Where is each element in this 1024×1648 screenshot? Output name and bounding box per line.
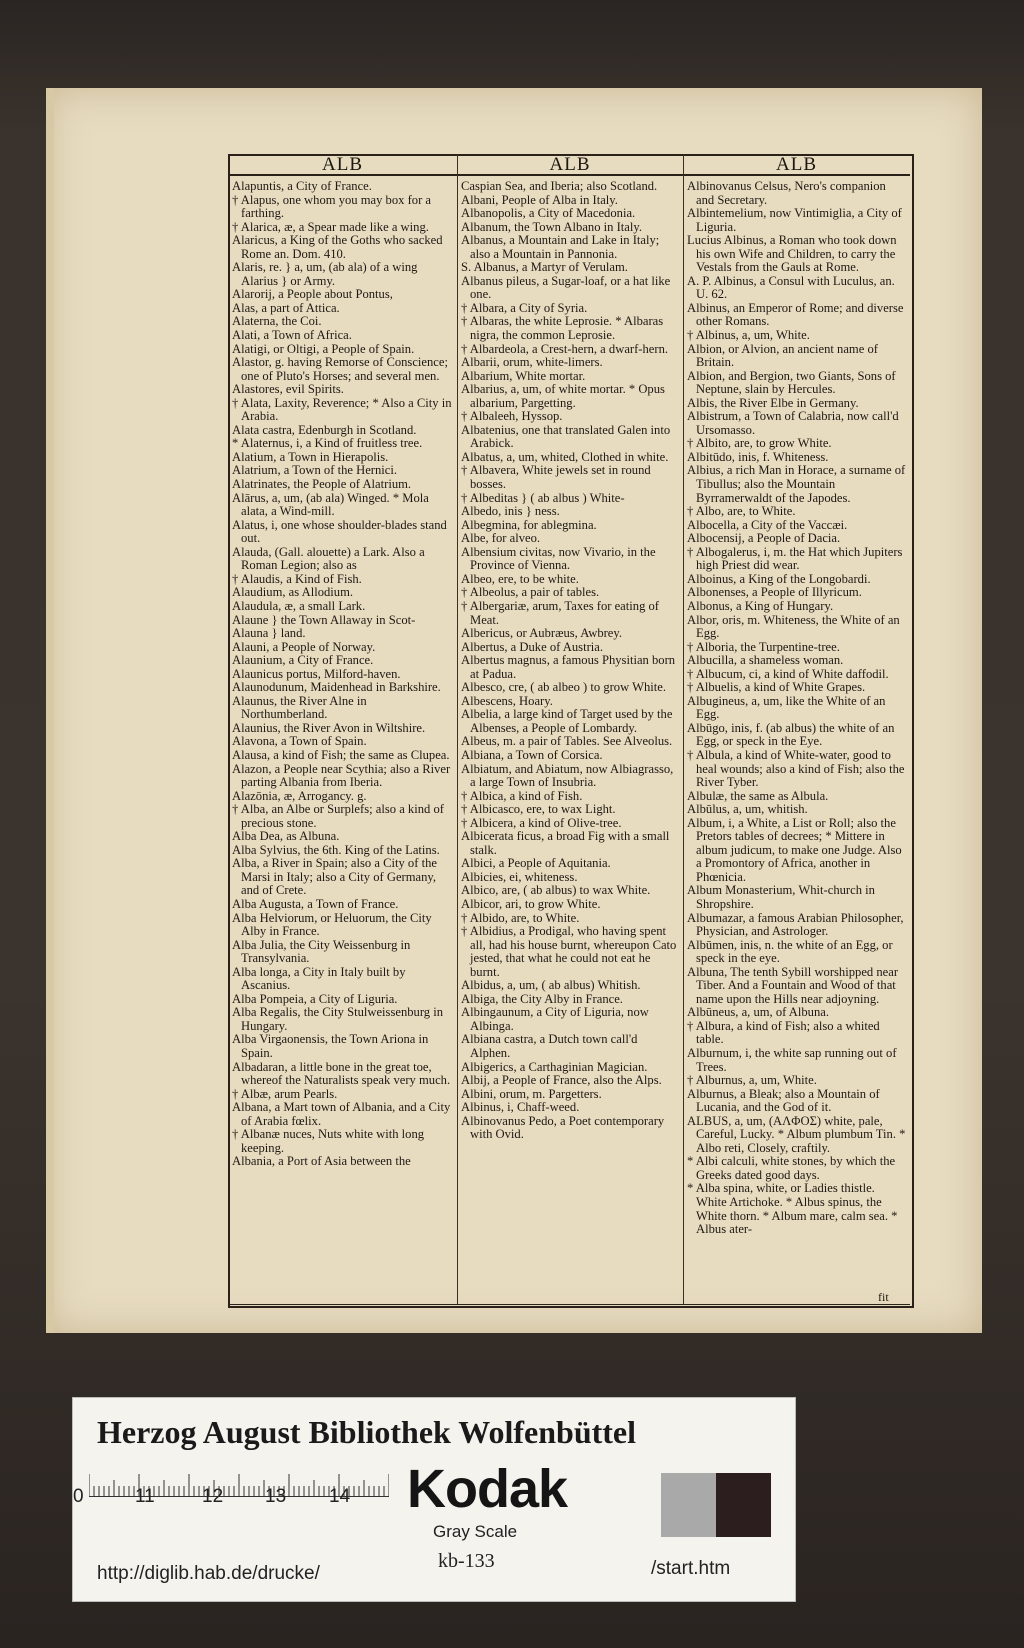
dictionary-entry: Albici, a People of Aquitania. (461, 856, 611, 871)
dictionary-entry: † Albuelis, a kind of White Grapes. (687, 680, 866, 695)
dictionary-entry: Alarorij, a People about Pontus, (232, 287, 393, 302)
dictionary-entry: Albumazar, a famous Arabian Philosopher, Physician, and Astrologer. (687, 910, 904, 939)
footer-rule (228, 1304, 910, 1307)
dictionary-entry: Albiana castra, a Dutch town call'd Alphen. (461, 1032, 638, 1060)
dictionary-entry: Albarium, White mortar. (461, 368, 586, 383)
dictionary-entry: Albinus, i, Chaff-weed. (461, 1100, 580, 1115)
dictionary-entry: Alatus, i, one whose shoulder-blades stand out. (232, 517, 447, 546)
dictionary-entry: Albūgo, inis, f. (ab albus) the white of an Egg, or speck in the Eye. (687, 720, 895, 749)
dictionary-entry: † Albo, are, to White. (687, 504, 796, 519)
dictionary-entry: Albis, the River Elbe in Germany. (687, 395, 859, 410)
dictionary-entry: Albadaran, a little bone in the great toe, whereof the Naturalists speak very much. (232, 1059, 451, 1088)
dictionary-entry: Alaunodunum, Maidenhead in Barkshire. (232, 680, 441, 695)
dictionary-entry: Alazon, a People near Scythia; also a River parting Albania from Iberia. (232, 761, 451, 790)
dictionary-entry: † Albaleeh, Hyssop. (461, 409, 563, 424)
shelf-code: kb-133 (438, 1550, 495, 1572)
ruler-numbers (73, 1486, 373, 1512)
dictionary-entry: Albini, orum, m. Pargetters. (461, 1086, 602, 1101)
dictionary-entry: † Alba, an Albe or Surplefs; also a kind of precious stone. (232, 802, 444, 830)
dictionary-entry: Albescens, Hoary. (461, 693, 553, 708)
dictionary-entry: Albarii, orum, white-limers. (461, 355, 603, 370)
dictionary-entry: Albanus, a Mountain and Lake in Italy; also a Mountain in Pannonia. (461, 233, 660, 261)
dictionary-entry: Albinus, an Emperor of Rome; and diverse other Romans. (687, 300, 904, 329)
dictionary-entry: Albesco, cre, ( ab albeo ) to grow White. (461, 680, 667, 695)
dictionary-entry: Alburnus, a Bleak; also a Mountain of Lucania, and the God of it. (687, 1086, 880, 1115)
dictionary-entry: Albegmina, for ablegmina. (461, 517, 597, 532)
dictionary-entry: Alba Helviorum, or Heluorum, the City Alby in France. (232, 910, 432, 939)
dictionary-entry: † Alata, Laxity, Reverence; * Also a City in Arabia. (232, 395, 452, 424)
dictionary-entry: † Albito, are, to grow White. (687, 436, 832, 451)
column-divider (683, 154, 684, 1304)
dictionary-entry: Alausa, a kind of Fish; the same as Clupea. (232, 747, 450, 762)
column-divider (457, 154, 458, 1304)
dictionary-entry: Alatium, a Town in Hierapolis. (232, 449, 389, 464)
dictionary-entry: Albūneus, a, um, of Albuna. (687, 1005, 830, 1020)
ruler-number: 13 (265, 1486, 287, 1507)
dictionary-entry: † Alarica, æ, a Spear made like a wing. (232, 219, 429, 234)
dictionary-entry: Alba Pompeia, a City of Liguria. (232, 991, 398, 1006)
dictionary-entry: Alazōnia, æ, Arrogancy. g. (232, 788, 367, 803)
dictionary-entry: Alaudula, æ, a small Lark. (232, 598, 366, 613)
dictionary-entry: Albius, a rich Man in Horace, a surname of Tibullus; also the Mountain Byrramerwaldt of the Japodes. (687, 463, 906, 505)
dictionary-entry: Albensium civitas, now Vivario, in the Province of Vienna. (461, 544, 656, 573)
dictionary-entry: Albani, People of Alba in Italy. (461, 192, 618, 207)
dictionary-entry: Alastor, g. having Remorse of Conscience; one of Pluto's Horses; and several men. (232, 355, 448, 383)
ruler-number: 14 (329, 1486, 351, 1507)
dictionary-entry: Albedo, inis } ness. (461, 504, 560, 519)
dictionary-entry: † Alaudis, a Kind of Fish. (232, 571, 362, 586)
catchword: fit (878, 1290, 889, 1304)
dictionary-entry: Alaune } the Town Allaway in Scot- (232, 612, 416, 627)
dictionary-entry: Albiga, the City Alby in France. (461, 991, 623, 1006)
dictionary-entry: Albuna, The tenth Sybill worshipped near Tiber. And a Fountain and Wood of that name upon the Hills near adjoyning. (687, 964, 899, 1006)
dictionary-entry: Albiatum, and Abiatum, now Albiagrasso, a large Town of Insubria. (461, 761, 674, 790)
page-edge (46, 88, 54, 1333)
dictionary-entry: Alaricus, a King of the Goths who sacked Rome an. Dom. 410. (232, 233, 443, 261)
dictionary-entry: Alati, a Town of Africa. (232, 328, 352, 343)
dictionary-entry: Albatenius, one that translated Galen into Arabick. (461, 422, 671, 451)
dictionary-entry: Albocella, a City of the Vaccæi. (687, 517, 848, 532)
dictionary-entry: † Albido, are, to White. (461, 910, 580, 925)
dictionary-entry: Albonenses, a People of Illyricum. (687, 585, 862, 600)
dictionary-entry: * Alaternus, i, a Kind of fruitless tree. (232, 436, 423, 451)
dictionary-entry: Albocensij, a People of Dacia. (687, 531, 841, 546)
dictionary-entry: † Albinus, a, um, White. (687, 328, 810, 343)
dictionary-entry: Albelia, a large kind of Target used by the Albenses, a People of Lombardy. (461, 707, 673, 735)
dictionary-entry: Albania, a Port of Asia between the (232, 1154, 411, 1169)
dictionary-entry: Alba Julia, the City Weissenburg in Transylvania. (232, 937, 411, 966)
target-card (72, 1397, 796, 1602)
gray-swatch (661, 1473, 716, 1537)
dictionary-entry: Alaunium, a City of France. (232, 653, 374, 668)
dictionary-entry: Albucilla, a shameless woman. (687, 653, 844, 668)
dictionary-entry: Alastores, evil Spirits. (232, 382, 344, 397)
dictionary-entry: Albingaunum, a City of Liguria, now Albinga. (461, 1005, 649, 1033)
dictionary-entry: Albericus, or Aubræus, Awbrey. (461, 626, 623, 641)
dictionary-entry: † Albeolus, a pair of tables. (461, 585, 600, 600)
dictionary-entry: Albinovanus Pedo, a Poet contemporary with Ovid. (461, 1113, 665, 1142)
start-page-link: /start.htm (651, 1558, 731, 1579)
dictionary-entry: Alārus, a, um, (ab ala) Winged. * Mola alata, a Wind-mill. (232, 490, 429, 519)
dictionary-entry: Alba Virgaonensis, the Town Ariona in Spain. (232, 1032, 429, 1060)
dictionary-entry: Alaunius, the River Avon in Wiltshire. (232, 720, 426, 735)
dictionary-column-3 (687, 180, 907, 1237)
running-head: ALB (776, 154, 817, 175)
ruler-number: 12 (202, 1486, 224, 1507)
dictionary-entry: Alaunicus portus, Milford-haven. (232, 666, 401, 681)
dictionary-entry: Albertus magnus, a famous Physitian born at Padua. (461, 653, 676, 681)
dictionary-entry: Albion, and Bergion, two Giants, Sons of Neptune, slain by Hercules. (687, 368, 896, 397)
dictionary-entry: Alatrinates, the People of Alatrium. (232, 477, 412, 492)
dictionary-entry: † Albanæ nuces, Nuts white with long keeping. (232, 1127, 425, 1155)
dictionary-entry: † Albeditas } ( ab albus ) White- (461, 490, 625, 505)
dictionary-entry: Albiana, a Town of Corsica. (461, 747, 603, 762)
dictionary-entry: Alba longa, a City in Italy built by Ascanius. (232, 964, 406, 993)
dictionary-entry: Alatigi, or Oltigi, a People of Spain. (232, 341, 415, 356)
dictionary-entry: Albanum, the Town Albano in Italy. (461, 219, 643, 234)
dictionary-entry: † Albogalerus, i, m. the Hat which Jupiters high Priest did wear. (687, 544, 903, 573)
dictionary-entry: † Albara, a City of Syria. (461, 300, 588, 315)
dictionary-entry: Alata castra, Edenburgh in Scotland. (232, 422, 417, 437)
dictionary-entry: † Albaras, the white Leprosie. * Albaras nigra, the common Leprosie. (461, 314, 664, 343)
dictionary-entry: Alaunus, the River Alne in Northumberland. (232, 693, 367, 722)
dictionary-entry: Albistrum, a Town of Calabria, now call'd Ursomasso. (687, 409, 899, 437)
running-head: ALB (549, 154, 591, 175)
dictionary-entry: S. Albanus, a Martyr of Verulam. (461, 260, 628, 275)
dictionary-entry: * Albi calculi, white stones, by which the Greeks dated good days. (687, 1154, 896, 1182)
dictionary-entry: A. P. Albinus, a Consul with Luculus, an. U. 62. (687, 273, 895, 302)
dictionary-entry: Album Monasterium, Whit-church in Shropshire. (687, 883, 875, 911)
dictionary-entry: Alba Augusta, a Town of France. (232, 896, 399, 911)
dictionary-entry: † Albavera, White jewels set in round bosses. (461, 463, 651, 492)
kodak-logo: Kodak (407, 1459, 568, 1519)
dictionary-column-2 (461, 180, 680, 1142)
dictionary-entry: † Alburnus, a, um, White. (687, 1073, 817, 1088)
dictionary-entry: Album, i, a White, a List or Roll; also the Pretors tables of decrees; * Mittere in album judicum, to make one Judge. Also a Promontory of Africa, another in Phœnicia. (687, 815, 902, 884)
dictionary-entry: Albulæ, the same as Albula. (687, 788, 829, 803)
dictionary-entry: Alba Dea, as Albuna. (232, 829, 340, 844)
dictionary-entry: Albanopolis, a City of Macedonia. (461, 206, 636, 221)
dictionary-entry: † Albica, a kind of Fish. (461, 788, 583, 803)
dictionary-entry: † Albergariæ, arum, Taxes for eating of Meat. (461, 598, 660, 627)
dark-swatch (716, 1473, 771, 1537)
gray-scale-label: Gray Scale (433, 1522, 518, 1541)
dictionary-entry: Alboinus, a King of the Longobardi. (687, 571, 871, 586)
dictionary-entry: Albatus, a, um, whited, Clothed in white. (461, 449, 669, 464)
dictionary-entry: Albūlus, a, um, whitish. (687, 802, 808, 817)
dictionary-entry: Alaris, re. } a, um, (ab ala) of a wing Alarius } or Army. (232, 260, 418, 288)
dictionary-entry: Albarius, a, um, of white mortar. * Opus albarium, Pargetting. (461, 382, 665, 410)
dictionary-entry: † Albidius, a Prodigal, who having spent all, had his house burnt, whereupon Cato jested, that what he could not eat he burnt. (461, 924, 677, 979)
dictionary-entry: Albitūdo, inis, f. Whiteness. (687, 449, 829, 464)
running-head: ALB (322, 154, 363, 175)
dictionary-entry: Albicerata ficus, a broad Fig with a small stalk. (461, 829, 670, 857)
dictionary-entry: † Albicera, a kind of Olive-tree. (461, 815, 622, 830)
dictionary-entry: Albigerics, a Carthaginian Magician. (461, 1059, 648, 1074)
dictionary-entry: Alba Regalis, the City Stulweissenburg in Hungary. (232, 1005, 444, 1033)
dictionary-entry: Albe, for alveo. (461, 531, 541, 546)
dictionary-entry: Alas, a part of Attica. (232, 300, 340, 315)
dictionary-entry: Caspian Sea, and Iberia; also Scotland. (461, 179, 658, 193)
dictionary-entry: Albicor, ari, to grow White. (461, 896, 601, 911)
ruler-number: 0 (73, 1486, 84, 1507)
dictionary-entry: Alba, a River in Spain; also a City of the Marsi in Italy; also a City of Germany, and of Crete. (232, 856, 437, 898)
library-name: Herzog August Bibliothek Wolfenbüttel (97, 1414, 637, 1450)
dictionary-entry: Albintemelium, now Vintimiglia, a City of Liguria. (687, 206, 902, 234)
dictionary-column-1 (232, 180, 454, 1169)
dictionary-entry: Albor, oris, m. Whiteness, the White of an Egg. (687, 612, 900, 641)
dictionary-entry: † Albæ, arum Pearls. (232, 1086, 338, 1101)
dictionary-entry: Alatrium, a Town of the Hernici. (232, 463, 398, 478)
ruler-number: 11 (135, 1486, 155, 1507)
dictionary-entry: Albonus, a King of Hungary. (687, 598, 834, 613)
dictionary-entry: Alaudium, as Allodium. (232, 585, 354, 600)
dictionary-entry: Alaterna, the Coi. (232, 314, 322, 329)
dictionary-entry: Alapuntis, a City of France. (232, 179, 372, 193)
dictionary-entry: Alauni, a People of Norway. (232, 639, 376, 654)
dictionary-entry: Alba Sylvius, the 6th. King of the Latins. (232, 842, 440, 857)
dictionary-entry: † Alboria, the Turpentine-tree. (687, 639, 840, 654)
dictionary-entry: Albertus, a Duke of Austria. (461, 639, 603, 654)
dictionary-entry: ALBUS, a, um, (ΑΛΦΟΣ) white, pale, Careful, Lucky. * Album plumbum Tin. * Albo reti, Closely, craftily. (687, 1113, 906, 1155)
dictionary-entry: † Alapus, one whom you may box for a farthing. (232, 192, 432, 221)
dictionary-entry: * Alba spina, white, or Ladies thistle. White Artichoke. * Albus spinus, the White thorn. * Album mare, calm sea. * Albus ater- (687, 1181, 898, 1237)
dictionary-entry: † Albicasco, ere, to wax Light. (461, 802, 616, 817)
dictionary-entry: Albūmen, inis, n. the white of an Egg, or speck in the eye. (687, 937, 893, 966)
dictionary-entry: Albugineus, a, um, like the White of an Egg. (687, 693, 886, 722)
dictionary-entry: † Albula, a kind of White-water, good to heal wounds; also a kind of Fish; also the River Tyber. (687, 747, 905, 790)
dictionary-entry: Alburnum, i, the white sap running out of Trees. (687, 1046, 897, 1074)
dictionary-entry: Albeus, m. a pair of Tables. See Alveolus. (461, 734, 673, 749)
dictionary-entry: Albion, or Alvion, an ancient name of Britain. (687, 341, 878, 370)
dictionary-entry: Albeo, ere, to be white. (461, 571, 579, 586)
dictionary-entry: † Albardeola, a Crest-hern, a dwarf-hern. (461, 341, 669, 356)
library-url: http://diglib.hab.de/drucke/ (97, 1563, 320, 1584)
dictionary-entry: Albinovanus Celsus, Nero's companion and Secretary. (687, 179, 886, 207)
dictionary-entry: Albidus, a, um, ( ab albus) Whitish. (461, 978, 641, 993)
dictionary-entry: Alavona, a Town of Spain. (232, 734, 367, 749)
dictionary-entry: Lucius Albinus, a Roman who took down his own Wife and Children, to carry the Vestals from the Gauls at Rome. (687, 233, 897, 275)
dictionary-entry: † Albucum, ci, a kind of White daffodil. (687, 666, 889, 681)
dictionary-entry: Alauda, (Gall. alouette) a Lark. Also a Roman Legion; also as (232, 544, 425, 573)
dictionary-entry: Albico, are, ( ab albus) to wax White. (461, 883, 651, 898)
dictionary-entry: Alauna } land. (232, 626, 306, 641)
dictionary-entry: Albanus pileus, a Sugar-loaf, or a hat like one. (461, 273, 671, 302)
dictionary-entry: Albij, a People of France, also the Alps. (461, 1073, 662, 1088)
dictionary-entry: Albicies, ei, whiteness. (461, 869, 578, 884)
dictionary-entry: Albana, a Mart town of Albania, and a City of Arabia fœlix. (232, 1100, 451, 1128)
dictionary-entry: † Albura, a kind of Fish; also a whited table. (687, 1018, 880, 1047)
